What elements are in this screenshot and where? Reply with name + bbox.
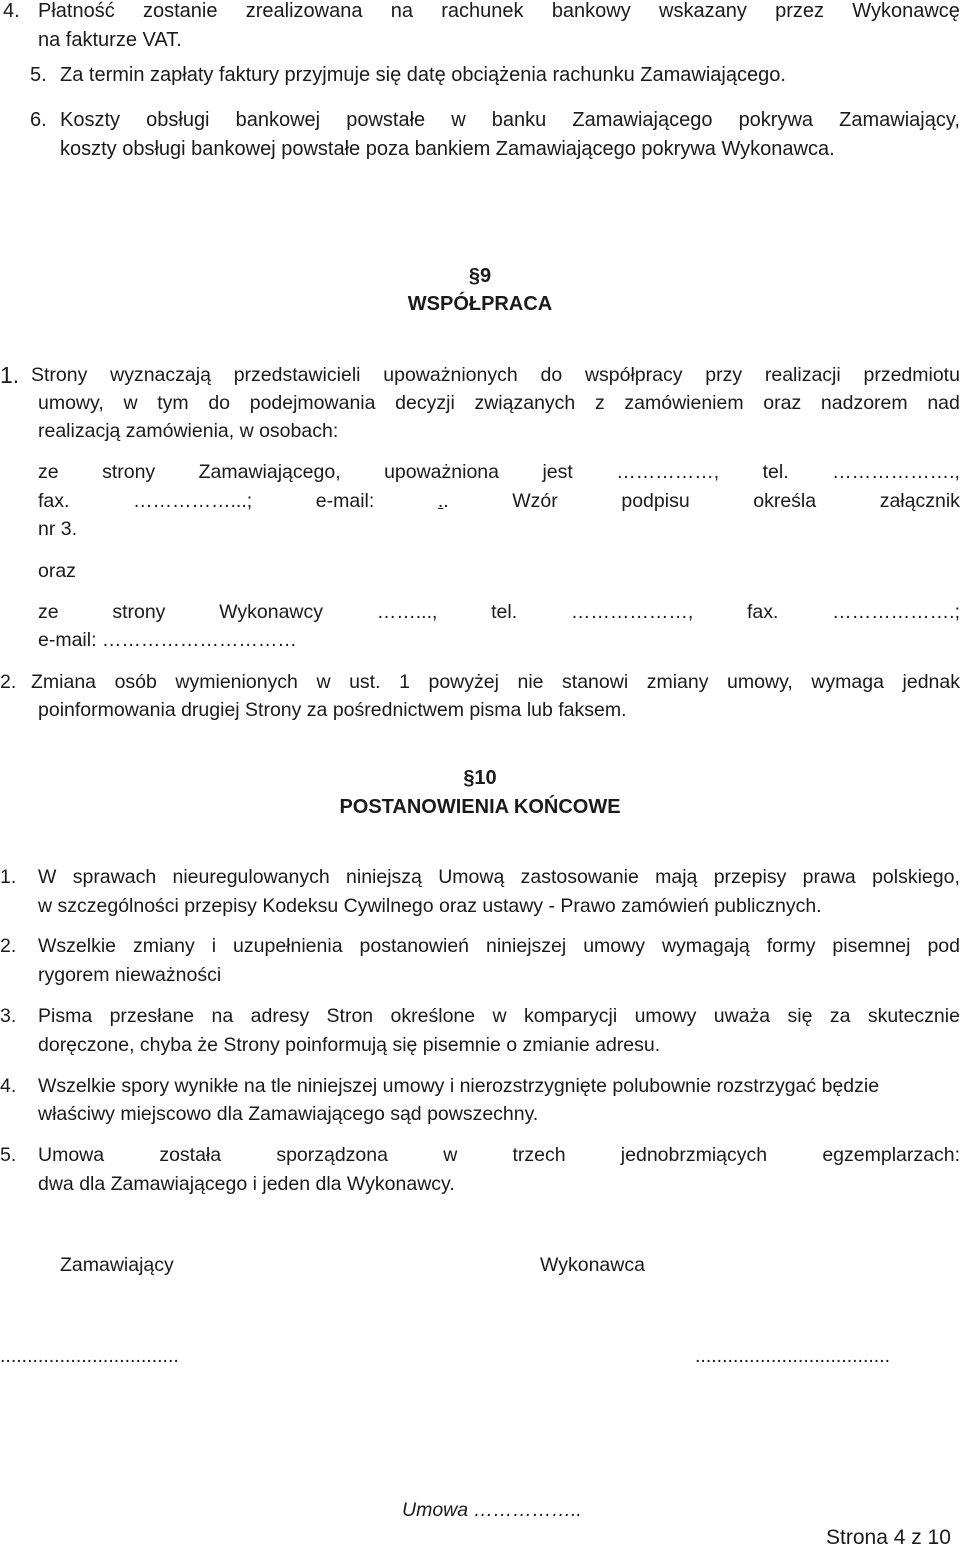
word: związanych — [474, 392, 576, 414]
word: osób — [114, 671, 157, 693]
page-number: Strona 4 z 10 — [826, 1526, 951, 1549]
word: umowy — [583, 935, 645, 957]
word: ……………….; — [832, 601, 960, 623]
word: podejmowania — [249, 392, 376, 414]
word: została — [159, 1144, 222, 1166]
word: ……..., — [376, 601, 438, 623]
paragraph-number: 1. — [0, 866, 17, 888]
word: wymaga — [811, 671, 884, 693]
fax-label: fax. — [38, 490, 70, 512]
word: z — [594, 392, 605, 414]
section-number: §9 — [468, 265, 492, 287]
word: formy — [766, 935, 816, 957]
word: przez — [775, 0, 824, 22]
word: w — [443, 1144, 458, 1166]
word: umowy, — [38, 392, 104, 414]
word: Wzór — [512, 490, 558, 512]
word: na — [211, 1005, 234, 1027]
list-item-4-line1 — [38, 0, 960, 23]
fax-value: ……………...; — [133, 490, 253, 512]
word: Strony — [31, 364, 88, 386]
word: Stron — [326, 1005, 374, 1027]
zamawiajacy-representative-line1 — [38, 461, 960, 484]
word: i — [211, 935, 217, 957]
word: ze — [38, 461, 59, 483]
word: 1 — [399, 671, 410, 693]
word: zrealizowana — [245, 0, 363, 22]
word: fax. — [747, 601, 779, 623]
word: na — [390, 0, 413, 22]
paragraph-1-line1 — [38, 866, 960, 889]
word: Umowa — [38, 1144, 105, 1166]
zamawiajacy-representative-line2 — [38, 490, 960, 513]
list-item-4-line2: na fakturze VAT. — [38, 29, 182, 51]
paragraph-1-line1 — [31, 364, 960, 387]
paragraph-1-line2: w szczególności przepisy Kodeksu Cywilnego oraz ustawy - Prawo zamówień publicznych. — [38, 895, 822, 917]
word: zastosowanie — [520, 866, 639, 888]
paragraph-1-line3: realizacją zamówienia, w osobach: — [38, 420, 339, 442]
word: postanowień — [359, 935, 470, 957]
word: przedstawicieli — [233, 364, 361, 386]
word: egzemplarzach: — [822, 1144, 960, 1166]
word: w — [123, 392, 138, 414]
word: Wykonawcę — [852, 0, 960, 22]
word: się — [787, 1005, 813, 1027]
word: umowy, — [727, 671, 793, 693]
section-title: WSPÓŁPRACA — [407, 293, 553, 315]
word: wymienionych — [175, 671, 298, 693]
word: przedmiotu — [863, 364, 960, 386]
word: zostanie — [142, 0, 218, 22]
word: sporządzona — [276, 1144, 388, 1166]
email-period: . — [443, 490, 449, 512]
word: w — [316, 671, 331, 693]
word: prawa — [802, 866, 856, 888]
paragraph-number: 1. — [0, 362, 20, 388]
word: pod — [927, 935, 960, 957]
paragraph-number: 5. — [0, 1144, 17, 1166]
word: przepisy — [713, 866, 787, 888]
word: zamówieniem — [624, 392, 744, 414]
word: ze — [38, 601, 59, 623]
word: banku — [491, 109, 547, 131]
paragraph-number: 3. — [0, 1005, 17, 1027]
email-link[interactable]: . — [437, 490, 444, 512]
section-number: §10 — [463, 767, 497, 789]
word: wyznaczają — [110, 364, 211, 386]
email-label: e-mail: — [315, 490, 375, 512]
word: niniejszej — [486, 935, 567, 957]
word: jednobrzmiących — [620, 1144, 768, 1166]
word: powstałe — [346, 109, 426, 131]
word: jednak — [902, 671, 960, 693]
word: upoważniona — [384, 461, 499, 483]
word: komparycji — [523, 1005, 618, 1027]
paragraph-3-line2: doręczone, chyba że Strony poinformują się pisemnie o zmianie adresu. — [38, 1034, 661, 1056]
zamawiajacy-representative-line3: nr 3. — [38, 518, 78, 540]
word: polskiego, — [872, 866, 960, 888]
paragraph-5-line2: dwa dla Zamawiającego i jeden dla Wykonawcy. — [38, 1173, 455, 1195]
word: tel. — [762, 461, 789, 483]
word: powyżej — [428, 671, 499, 693]
word: uważa — [713, 1005, 771, 1027]
word: mają — [655, 866, 698, 888]
signature-label-wykonawca: Wykonawca — [540, 1254, 645, 1276]
list-item-6-line2: koszty obsługi bankowej powstałe poza bankiem Zamawiającego pokrywa Wykonawca. — [60, 138, 835, 160]
word: Koszty — [60, 109, 121, 131]
word: Wykonawcy — [219, 601, 324, 623]
word: ust. — [349, 671, 381, 693]
word: Zamawiającego — [572, 109, 713, 131]
word: bankowy — [551, 0, 631, 22]
word: adresy — [250, 1005, 310, 1027]
word: rachunek — [441, 0, 524, 22]
section-title: POSTANOWIENIA KOŃCOWE — [339, 796, 621, 818]
word: W — [38, 866, 57, 888]
word: nie — [517, 671, 544, 693]
list-item-5-text: Za termin zapłaty faktury przyjmuje się datę obciążenia rachunku Zamawiającego. — [60, 64, 786, 86]
signature-line-zamawiajacy: ................................. — [0, 1345, 179, 1367]
word: wymagają — [661, 935, 750, 957]
oraz-text: oraz — [38, 560, 76, 582]
word: Pisma — [38, 1005, 93, 1027]
word: określa — [753, 490, 817, 512]
paragraph-4-line2: właściwy miejscowo dla Zamawiającego sąd powszechny. — [38, 1103, 539, 1125]
list-item-number: 6. — [30, 109, 47, 131]
paragraph-2-line2: rygorem nieważności — [38, 964, 222, 986]
paragraph-4-line1: Wszelkie spory wynikłe na tle niniejszej umowy i nierozstrzygnięte polubownie rozstrzygać będzie — [38, 1075, 880, 1097]
word: strony — [112, 601, 166, 623]
word: realizacji — [764, 364, 841, 386]
list-item-6-line1 — [60, 109, 960, 132]
word: obsługi — [146, 109, 210, 131]
word: sprawach — [72, 866, 157, 888]
word: pisemnej — [832, 935, 911, 957]
word: wskazany — [659, 0, 747, 22]
paragraph-2-line1 — [38, 935, 960, 958]
word: decyzji — [395, 392, 455, 414]
word: ………………, — [570, 601, 694, 623]
word: nadzorem — [820, 392, 908, 414]
word: za — [829, 1005, 851, 1027]
paragraph-1-line2 — [38, 392, 960, 415]
word: bankowej — [235, 109, 321, 131]
word: w — [451, 109, 466, 131]
word: Wszelkie — [38, 935, 117, 957]
word: załącznik — [879, 490, 960, 512]
word: oraz — [763, 392, 802, 414]
paragraph-3-line1 — [38, 1005, 960, 1028]
footer-umowa: Umowa …………….. — [402, 1499, 582, 1521]
word: w — [492, 1005, 507, 1027]
word: trzech — [512, 1144, 566, 1166]
word: Zmiana — [31, 671, 97, 693]
paragraph-number: 4. — [0, 1075, 17, 1097]
word: pokrywa — [738, 109, 814, 131]
word: Zamawiającego, — [198, 461, 341, 483]
word: zmiany — [646, 671, 709, 693]
word: skutecznie — [867, 1005, 960, 1027]
signature-line-wykonawca: .................................... — [695, 1345, 891, 1367]
word: tym — [157, 392, 189, 414]
word: współpracy — [584, 364, 683, 386]
paragraph-5-line1 — [38, 1144, 960, 1167]
word: ………………., — [832, 461, 960, 483]
word: umowy — [634, 1005, 697, 1027]
signature-label-zamawiajacy: Zamawiający — [60, 1254, 174, 1276]
word: do — [208, 392, 231, 414]
word: do — [540, 364, 563, 386]
wykonawca-representative-line2: e-mail: ………………………… — [38, 629, 297, 651]
word: uzupełnienia — [233, 935, 343, 957]
word: tel. — [491, 601, 518, 623]
word: strony — [102, 461, 156, 483]
word: Umową — [438, 866, 505, 888]
list-item-number: 5. — [30, 64, 47, 86]
word: nad — [927, 392, 960, 414]
word: przesłane — [109, 1005, 195, 1027]
word: stanowi — [562, 671, 629, 693]
email-value[interactable] — [438, 490, 449, 513]
word: upoważnionych — [383, 364, 518, 386]
email-group — [316, 490, 375, 513]
word: Zamawiający, — [839, 109, 960, 131]
list-item-number: 4. — [3, 0, 20, 22]
wykonawca-representative-line1 — [38, 601, 960, 624]
word: jest — [542, 461, 573, 483]
word: podpisu — [621, 490, 690, 512]
paragraph-2-line2: poinformowania drugiej Strony za pośrednictwem pisma lub faksem. — [38, 699, 627, 721]
word: Płatność — [38, 0, 115, 22]
word: przy — [705, 364, 743, 386]
word: niniejszą — [346, 866, 422, 888]
word: zmiany — [132, 935, 195, 957]
word: określone — [390, 1005, 476, 1027]
paragraph-number: 2. — [0, 671, 17, 693]
word: nieuregulowanych — [172, 866, 330, 888]
word: ……………, — [616, 461, 720, 483]
paragraph-2-line1 — [31, 671, 960, 694]
paragraph-number: 2. — [0, 935, 17, 957]
